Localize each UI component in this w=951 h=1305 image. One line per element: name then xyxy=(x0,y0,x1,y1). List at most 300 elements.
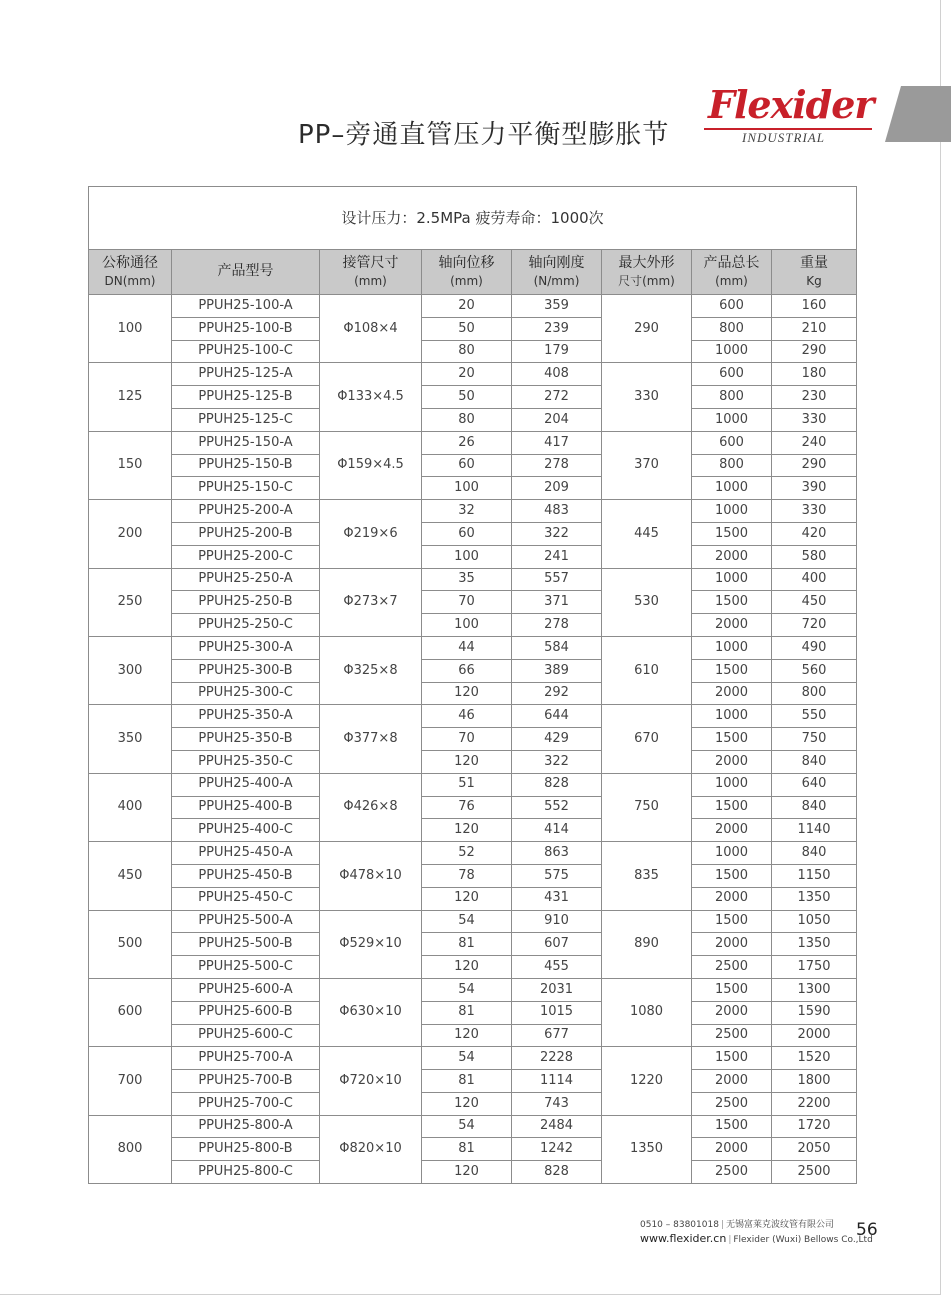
cell-axial-stiffness: 575 xyxy=(512,864,602,887)
cell-axial-stiffness: 828 xyxy=(512,1161,602,1184)
column-header-label: 轴向刚度 xyxy=(528,254,585,271)
cell-total-length: 2000 xyxy=(692,1001,772,1024)
cell-model: PPUH25-250-A xyxy=(172,568,320,591)
table-row xyxy=(89,568,857,591)
column-header-label: 轴向位移 xyxy=(438,254,495,271)
cell-axial-stiffness: 239 xyxy=(512,317,602,340)
cell-weight: 450 xyxy=(772,591,857,614)
cell-axial-displacement: 70 xyxy=(422,591,512,614)
cell-model: PPUH25-500-C xyxy=(172,956,320,979)
cell-model: PPUH25-125-C xyxy=(172,408,320,431)
cell-weight: 560 xyxy=(772,659,857,682)
table-header-row xyxy=(89,250,857,295)
column-header-label: 产品型号 xyxy=(217,263,274,280)
cell-axial-displacement: 44 xyxy=(422,636,512,659)
cell-axial-stiffness: 408 xyxy=(512,363,602,386)
page-title: PP–旁通直管压力平衡型膨胀节 xyxy=(298,120,670,150)
cell-total-length: 2000 xyxy=(692,614,772,637)
cell-total-length: 600 xyxy=(692,295,772,318)
spec-table xyxy=(88,186,857,1184)
cell-axial-stiffness: 179 xyxy=(512,340,602,363)
table-row xyxy=(89,887,857,910)
cell-weight: 750 xyxy=(772,728,857,751)
cell-model: PPUH25-125-B xyxy=(172,386,320,409)
cell-total-length: 1500 xyxy=(692,522,772,545)
cell-total-length: 2500 xyxy=(692,1092,772,1115)
cell-dn: 800 xyxy=(89,1115,172,1183)
cell-weight: 1800 xyxy=(772,1070,857,1093)
cell-axial-displacement: 50 xyxy=(422,317,512,340)
cell-axial-displacement: 66 xyxy=(422,659,512,682)
table-row xyxy=(89,408,857,431)
cell-max-od: 835 xyxy=(602,842,692,910)
cell-total-length: 2000 xyxy=(692,1138,772,1161)
cell-weight: 240 xyxy=(772,431,857,454)
cell-axial-displacement: 100 xyxy=(422,545,512,568)
cell-axial-stiffness: 1242 xyxy=(512,1138,602,1161)
cell-axial-stiffness: 429 xyxy=(512,728,602,751)
cell-model: PPUH25-350-A xyxy=(172,705,320,728)
cell-dn: 450 xyxy=(89,842,172,910)
column-header xyxy=(172,250,320,295)
cell-axial-stiffness: 584 xyxy=(512,636,602,659)
cell-model: PPUH25-300-B xyxy=(172,659,320,682)
cell-total-length: 2000 xyxy=(692,887,772,910)
column-header xyxy=(772,250,857,295)
cell-weight: 580 xyxy=(772,545,857,568)
table-row xyxy=(89,614,857,637)
table-row xyxy=(89,636,857,659)
cell-axial-displacement: 80 xyxy=(422,340,512,363)
table-row xyxy=(89,431,857,454)
cell-axial-stiffness: 272 xyxy=(512,386,602,409)
cell-model: PPUH25-350-B xyxy=(172,728,320,751)
cell-max-od: 1080 xyxy=(602,978,692,1046)
cell-axial-stiffness: 1114 xyxy=(512,1070,602,1093)
cell-model: PPUH25-700-B xyxy=(172,1070,320,1093)
cell-dn: 350 xyxy=(89,705,172,773)
cell-model: PPUH25-600-C xyxy=(172,1024,320,1047)
cell-axial-displacement: 26 xyxy=(422,431,512,454)
cell-pipe-size: Φ219×6 xyxy=(320,500,422,568)
logo-subtitle: INDUSTRIAL xyxy=(742,130,825,145)
cell-axial-displacement: 120 xyxy=(422,1024,512,1047)
cell-axial-stiffness: 278 xyxy=(512,614,602,637)
cell-axial-displacement: 51 xyxy=(422,773,512,796)
cell-axial-displacement: 20 xyxy=(422,295,512,318)
cell-axial-displacement: 54 xyxy=(422,910,512,933)
column-header-label: 公称通径 xyxy=(102,254,158,271)
cell-total-length: 1000 xyxy=(692,477,772,500)
cell-pipe-size: Φ108×4 xyxy=(320,295,422,363)
cell-pipe-size: Φ820×10 xyxy=(320,1115,422,1183)
cell-dn: 400 xyxy=(89,773,172,841)
cell-axial-displacement: 120 xyxy=(422,750,512,773)
column-header-unit: (N/mm) xyxy=(533,274,580,289)
cell-model: PPUH25-200-C xyxy=(172,545,320,568)
column-header xyxy=(320,250,422,295)
cell-dn: 200 xyxy=(89,500,172,568)
table-row xyxy=(89,978,857,1001)
cell-max-od: 610 xyxy=(602,636,692,704)
table-row xyxy=(89,363,857,386)
cell-total-length: 1000 xyxy=(692,705,772,728)
cell-axial-stiffness: 552 xyxy=(512,796,602,819)
cell-model: PPUH25-500-A xyxy=(172,910,320,933)
column-header xyxy=(692,250,772,295)
cell-axial-stiffness: 322 xyxy=(512,750,602,773)
table-row xyxy=(89,842,857,865)
cell-axial-stiffness: 910 xyxy=(512,910,602,933)
cell-total-length: 1000 xyxy=(692,500,772,523)
cell-model: PPUH25-450-A xyxy=(172,842,320,865)
cell-total-length: 2000 xyxy=(692,545,772,568)
table-row xyxy=(89,454,857,477)
cell-model: PPUH25-250-C xyxy=(172,614,320,637)
cell-weight: 840 xyxy=(772,750,857,773)
cell-dn: 100 xyxy=(89,295,172,363)
column-header-unit: (mm) xyxy=(715,274,748,289)
cell-model: PPUH25-100-A xyxy=(172,295,320,318)
cell-weight: 180 xyxy=(772,363,857,386)
cell-model: PPUH25-150-A xyxy=(172,431,320,454)
cell-total-length: 1500 xyxy=(692,978,772,1001)
cell-weight: 1720 xyxy=(772,1115,857,1138)
table-row xyxy=(89,773,857,796)
cell-axial-stiffness: 389 xyxy=(512,659,602,682)
cell-total-length: 1500 xyxy=(692,1115,772,1138)
table-row xyxy=(89,682,857,705)
cell-weight: 230 xyxy=(772,386,857,409)
table-row xyxy=(89,500,857,523)
column-header-unit: Kg xyxy=(806,274,822,289)
column-header xyxy=(512,250,602,295)
cell-weight: 330 xyxy=(772,408,857,431)
cell-total-length: 1000 xyxy=(692,842,772,865)
table-body xyxy=(89,295,857,1184)
cell-axial-displacement: 50 xyxy=(422,386,512,409)
cell-total-length: 1000 xyxy=(692,636,772,659)
table-row xyxy=(89,340,857,363)
cell-axial-displacement: 81 xyxy=(422,1001,512,1024)
cell-max-od: 1350 xyxy=(602,1115,692,1183)
cell-total-length: 1500 xyxy=(692,796,772,819)
cell-model: PPUH25-600-B xyxy=(172,1001,320,1024)
cell-total-length: 1500 xyxy=(692,728,772,751)
cell-weight: 800 xyxy=(772,682,857,705)
cell-total-length: 2000 xyxy=(692,682,772,705)
cell-dn: 500 xyxy=(89,910,172,978)
table-row xyxy=(89,796,857,819)
table-row xyxy=(89,295,857,318)
table-row xyxy=(89,910,857,933)
column-header-label: 重量 xyxy=(800,254,829,271)
cell-axial-stiffness: 204 xyxy=(512,408,602,431)
cell-dn: 125 xyxy=(89,363,172,431)
cell-total-length: 2000 xyxy=(692,819,772,842)
cell-model: PPUH25-350-C xyxy=(172,750,320,773)
column-header xyxy=(422,250,512,295)
cell-weight: 2200 xyxy=(772,1092,857,1115)
cell-max-od: 530 xyxy=(602,568,692,636)
cell-axial-displacement: 100 xyxy=(422,477,512,500)
cell-total-length: 2000 xyxy=(692,933,772,956)
table-row xyxy=(89,956,857,979)
cell-axial-displacement: 120 xyxy=(422,1092,512,1115)
cell-total-length: 2500 xyxy=(692,1024,772,1047)
table-row xyxy=(89,1161,857,1184)
table-row xyxy=(89,933,857,956)
cell-dn: 600 xyxy=(89,978,172,1046)
cell-total-length: 1500 xyxy=(692,591,772,614)
cell-axial-displacement: 32 xyxy=(422,500,512,523)
table-row xyxy=(89,819,857,842)
cell-model: PPUH25-250-B xyxy=(172,591,320,614)
cell-total-length: 1500 xyxy=(692,864,772,887)
cell-pipe-size: Φ529×10 xyxy=(320,910,422,978)
cell-axial-displacement: 52 xyxy=(422,842,512,865)
cell-model: PPUH25-800-C xyxy=(172,1161,320,1184)
cell-weight: 1750 xyxy=(772,956,857,979)
table-row xyxy=(89,864,857,887)
cell-model: PPUH25-800-A xyxy=(172,1115,320,1138)
table-row xyxy=(89,1115,857,1138)
cell-total-length: 2500 xyxy=(692,1161,772,1184)
cell-weight: 290 xyxy=(772,454,857,477)
cell-total-length: 1000 xyxy=(692,408,772,431)
spec-conditions-row xyxy=(89,187,857,250)
cell-axial-stiffness: 2031 xyxy=(512,978,602,1001)
cell-axial-stiffness: 359 xyxy=(512,295,602,318)
logo-wordmark: Flexider xyxy=(708,82,874,127)
cell-axial-displacement: 35 xyxy=(422,568,512,591)
cell-weight: 720 xyxy=(772,614,857,637)
cell-axial-stiffness: 828 xyxy=(512,773,602,796)
cell-axial-displacement: 54 xyxy=(422,1115,512,1138)
cell-pipe-size: Φ273×7 xyxy=(320,568,422,636)
table-row xyxy=(89,317,857,340)
cell-model: PPUH25-400-B xyxy=(172,796,320,819)
cell-weight: 2050 xyxy=(772,1138,857,1161)
cell-weight: 420 xyxy=(772,522,857,545)
cell-axial-displacement: 46 xyxy=(422,705,512,728)
cell-axial-displacement: 81 xyxy=(422,933,512,956)
table-row xyxy=(89,1001,857,1024)
cell-total-length: 800 xyxy=(692,454,772,477)
cell-axial-stiffness: 417 xyxy=(512,431,602,454)
cell-weight: 160 xyxy=(772,295,857,318)
cell-axial-displacement: 54 xyxy=(422,1047,512,1070)
table-row xyxy=(89,591,857,614)
cell-model: PPUH25-300-A xyxy=(172,636,320,659)
cell-axial-displacement: 120 xyxy=(422,682,512,705)
page-number: 56 xyxy=(856,1220,878,1240)
cell-axial-displacement: 20 xyxy=(422,363,512,386)
column-header-unit: 尺寸(mm) xyxy=(618,274,675,289)
cell-dn: 700 xyxy=(89,1047,172,1115)
cell-model: PPUH25-700-A xyxy=(172,1047,320,1070)
cell-axial-stiffness: 2484 xyxy=(512,1115,602,1138)
cell-weight: 390 xyxy=(772,477,857,500)
table-row xyxy=(89,659,857,682)
cell-model: PPUH25-450-C xyxy=(172,887,320,910)
cell-weight: 1150 xyxy=(772,864,857,887)
cell-total-length: 600 xyxy=(692,431,772,454)
cell-axial-displacement: 100 xyxy=(422,614,512,637)
cell-model: PPUH25-400-C xyxy=(172,819,320,842)
column-header xyxy=(602,250,692,295)
cell-model: PPUH25-450-B xyxy=(172,864,320,887)
cell-axial-stiffness: 322 xyxy=(512,522,602,545)
cell-model: PPUH25-200-B xyxy=(172,522,320,545)
cell-weight: 210 xyxy=(772,317,857,340)
table-row xyxy=(89,545,857,568)
cell-pipe-size: Φ377×8 xyxy=(320,705,422,773)
cell-axial-stiffness: 414 xyxy=(512,819,602,842)
cell-weight: 2500 xyxy=(772,1161,857,1184)
cell-max-od: 330 xyxy=(602,363,692,431)
cell-model: PPUH25-200-A xyxy=(172,500,320,523)
column-header-unit: (mm) xyxy=(354,274,387,289)
cell-max-od: 1220 xyxy=(602,1047,692,1115)
cell-weight: 1050 xyxy=(772,910,857,933)
column-header-label: 最大外形 xyxy=(618,254,675,271)
cell-axial-stiffness: 677 xyxy=(512,1024,602,1047)
cell-axial-stiffness: 557 xyxy=(512,568,602,591)
cell-axial-stiffness: 644 xyxy=(512,705,602,728)
cell-model: PPUH25-100-B xyxy=(172,317,320,340)
cell-weight: 550 xyxy=(772,705,857,728)
cell-model: PPUH25-800-B xyxy=(172,1138,320,1161)
cell-axial-stiffness: 209 xyxy=(512,477,602,500)
cell-dn: 300 xyxy=(89,636,172,704)
spec-table-container xyxy=(88,186,856,1184)
cell-weight: 1350 xyxy=(772,933,857,956)
cell-pipe-size: Φ325×8 xyxy=(320,636,422,704)
cell-axial-displacement: 120 xyxy=(422,819,512,842)
flexider-logo xyxy=(704,82,876,146)
cell-weight: 400 xyxy=(772,568,857,591)
table-row xyxy=(89,386,857,409)
cell-total-length: 600 xyxy=(692,363,772,386)
cell-total-length: 1500 xyxy=(692,910,772,933)
cell-axial-stiffness: 743 xyxy=(512,1092,602,1115)
cell-dn: 250 xyxy=(89,568,172,636)
cell-weight: 1590 xyxy=(772,1001,857,1024)
cell-dn: 150 xyxy=(89,431,172,499)
cell-axial-stiffness: 1015 xyxy=(512,1001,602,1024)
cell-total-length: 2000 xyxy=(692,1070,772,1093)
cell-weight: 1300 xyxy=(772,978,857,1001)
table-row xyxy=(89,728,857,751)
cell-total-length: 800 xyxy=(692,317,772,340)
table-row xyxy=(89,705,857,728)
table-row xyxy=(89,1024,857,1047)
cell-pipe-size: Φ630×10 xyxy=(320,978,422,1046)
table-row xyxy=(89,750,857,773)
cell-max-od: 670 xyxy=(602,705,692,773)
cell-weight: 640 xyxy=(772,773,857,796)
cell-pipe-size: Φ426×8 xyxy=(320,773,422,841)
cell-pipe-size: Φ478×10 xyxy=(320,842,422,910)
cell-total-length: 1500 xyxy=(692,1047,772,1070)
table-row xyxy=(89,1138,857,1161)
cell-max-od: 890 xyxy=(602,910,692,978)
cell-weight: 840 xyxy=(772,796,857,819)
cell-model: PPUH25-400-A xyxy=(172,773,320,796)
cell-weight: 490 xyxy=(772,636,857,659)
column-header-unit: (mm) xyxy=(450,274,483,289)
cell-axial-displacement: 80 xyxy=(422,408,512,431)
cell-axial-displacement: 78 xyxy=(422,864,512,887)
cell-axial-displacement: 81 xyxy=(422,1138,512,1161)
cell-total-length: 2500 xyxy=(692,956,772,979)
table-row xyxy=(89,477,857,500)
footer-company-cn: 无锡富莱克波纹管有限公司 xyxy=(725,1220,834,1230)
cell-axial-displacement: 54 xyxy=(422,978,512,1001)
cell-axial-displacement: 120 xyxy=(422,1161,512,1184)
cell-model: PPUH25-100-C xyxy=(172,340,320,363)
cell-axial-stiffness: 2228 xyxy=(512,1047,602,1070)
cell-axial-stiffness: 292 xyxy=(512,682,602,705)
footer-website[interactable]: www.flexider.cn xyxy=(640,1232,727,1245)
cell-axial-displacement: 76 xyxy=(422,796,512,819)
table-row xyxy=(89,522,857,545)
cell-pipe-size: Φ720×10 xyxy=(320,1047,422,1115)
cell-axial-stiffness: 431 xyxy=(512,887,602,910)
table-row xyxy=(89,1092,857,1115)
table-row xyxy=(89,1047,857,1070)
cell-model: PPUH25-500-B xyxy=(172,933,320,956)
cell-axial-displacement: 70 xyxy=(422,728,512,751)
cell-weight: 840 xyxy=(772,842,857,865)
cell-max-od: 370 xyxy=(602,431,692,499)
column-header-unit: DN(mm) xyxy=(104,274,156,289)
cell-axial-stiffness: 863 xyxy=(512,842,602,865)
cell-axial-stiffness: 241 xyxy=(512,545,602,568)
cell-weight: 1520 xyxy=(772,1047,857,1070)
column-header-label: 接管尺寸 xyxy=(342,254,399,271)
cell-axial-stiffness: 278 xyxy=(512,454,602,477)
cell-pipe-size: Φ133×4.5 xyxy=(320,363,422,431)
cell-weight: 290 xyxy=(772,340,857,363)
cell-axial-stiffness: 455 xyxy=(512,956,602,979)
footer-company-en: Flexider (Wuxi) Bellows Co.,Ltd xyxy=(733,1235,873,1245)
cell-pipe-size: Φ159×4.5 xyxy=(320,431,422,499)
cell-model: PPUH25-150-B xyxy=(172,454,320,477)
cell-model: PPUH25-300-C xyxy=(172,682,320,705)
cell-axial-displacement: 120 xyxy=(422,887,512,910)
cell-total-length: 1500 xyxy=(692,659,772,682)
cell-total-length: 1000 xyxy=(692,568,772,591)
cell-model: PPUH25-700-C xyxy=(172,1092,320,1115)
cell-total-length: 2000 xyxy=(692,750,772,773)
cell-max-od: 750 xyxy=(602,773,692,841)
cell-weight: 1140 xyxy=(772,819,857,842)
cell-axial-displacement: 60 xyxy=(422,522,512,545)
cell-max-od: 290 xyxy=(602,295,692,363)
spec-conditions: 设计压力：2.5MPa 疲劳寿命：1000次 xyxy=(89,187,857,250)
column-header xyxy=(89,250,172,295)
cell-total-length: 800 xyxy=(692,386,772,409)
cell-max-od: 445 xyxy=(602,500,692,568)
cell-axial-stiffness: 607 xyxy=(512,933,602,956)
cell-axial-displacement: 120 xyxy=(422,956,512,979)
cell-total-length: 1000 xyxy=(692,773,772,796)
cell-model: PPUH25-125-A xyxy=(172,363,320,386)
cell-weight: 330 xyxy=(772,500,857,523)
cell-axial-displacement: 60 xyxy=(422,454,512,477)
